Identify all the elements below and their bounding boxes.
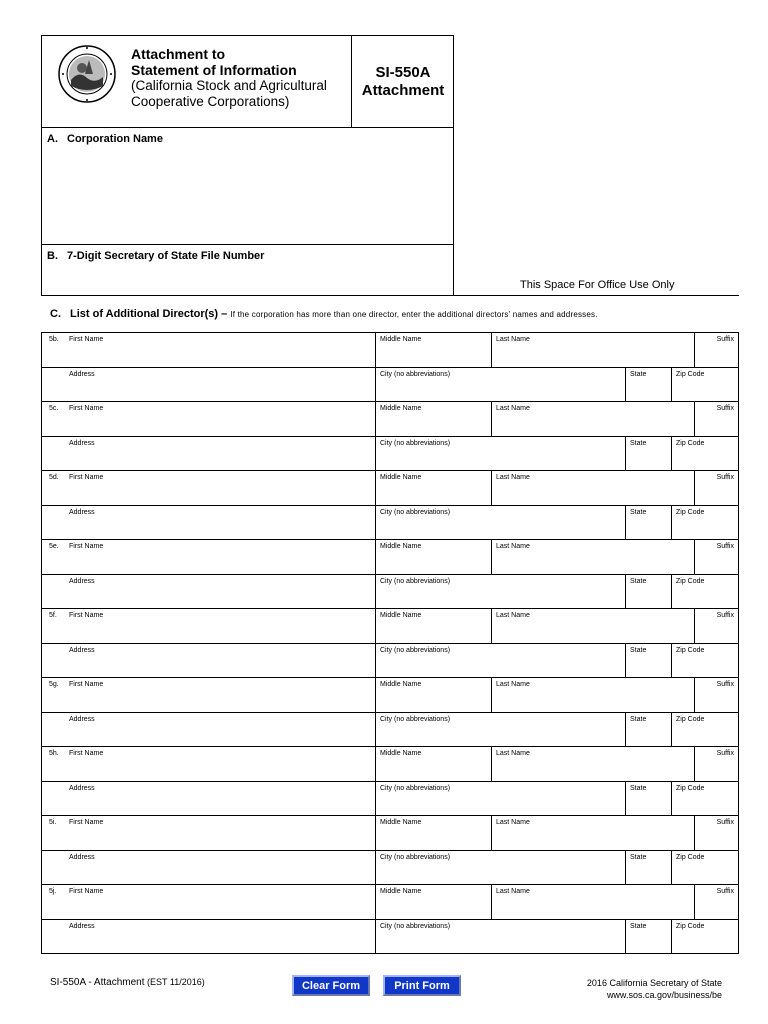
name-subrow <box>42 471 738 505</box>
state-label: State <box>630 440 647 447</box>
divider <box>42 244 454 245</box>
city-label: City (no abbreviations) <box>380 578 451 585</box>
section-b-label: 7-Digit Secretary of State File Number <box>67 250 265 262</box>
middle-name-field[interactable] <box>375 747 491 781</box>
section-c-heading <box>50 308 598 320</box>
city-label: City (no abbreviations) <box>380 923 451 930</box>
state-label: State <box>630 716 647 723</box>
suffix-field[interactable] <box>694 471 740 505</box>
file-number-field[interactable] <box>47 250 264 262</box>
section-a-label: Corporation Name <box>67 133 163 145</box>
city-label: City (no abbreviations) <box>380 785 451 792</box>
suffix-field[interactable] <box>694 816 740 850</box>
address-label: Address <box>69 923 95 930</box>
city-field[interactable] <box>375 713 625 747</box>
first-name-label: First Name <box>69 336 104 343</box>
zip-field[interactable] <box>671 713 740 747</box>
print-form-button[interactable]: Print Form <box>383 975 461 996</box>
middle-name-field[interactable] <box>375 885 491 919</box>
state-field[interactable] <box>625 368 671 402</box>
address-label: Address <box>69 785 95 792</box>
suffix-label: Suffix <box>716 681 734 688</box>
middle-name-label: Middle Name <box>380 336 422 343</box>
zip-field[interactable] <box>671 575 740 609</box>
address-field[interactable] <box>65 368 375 402</box>
name-subrow <box>42 678 738 712</box>
middle-name-label: Middle Name <box>380 612 422 619</box>
section-c-description: If the corporation has more than one director, enter the additional directors' names and addresses. <box>230 310 598 319</box>
city-label: City (no abbreviations) <box>380 854 451 861</box>
last-name-field[interactable] <box>491 540 694 574</box>
first-name-field[interactable] <box>65 609 375 643</box>
first-name-field[interactable] <box>65 816 375 850</box>
suffix-label: Suffix <box>716 612 734 619</box>
first-name-label: First Name <box>69 681 104 688</box>
city-field[interactable] <box>375 644 625 678</box>
first-name-label: First Name <box>69 543 104 550</box>
middle-name-field[interactable] <box>375 333 491 367</box>
zip-field[interactable] <box>671 782 740 816</box>
name-subrow <box>42 540 738 574</box>
form-id-sub: Attachment <box>361 81 445 99</box>
suffix-label: Suffix <box>716 888 734 895</box>
address-field[interactable] <box>65 713 375 747</box>
director-row <box>42 471 738 540</box>
suffix-field[interactable] <box>694 747 740 781</box>
middle-name-field[interactable] <box>375 609 491 643</box>
suffix-field[interactable] <box>694 540 740 574</box>
address-field[interactable] <box>65 851 375 885</box>
suffix-field[interactable] <box>694 885 740 919</box>
last-name-label: Last Name <box>496 612 530 619</box>
city-label: City (no abbreviations) <box>380 647 451 654</box>
edition: (EST 11/2016) <box>147 977 205 987</box>
director-row <box>42 402 738 471</box>
last-name-field[interactable] <box>491 333 694 367</box>
address-label: Address <box>69 440 95 447</box>
zip-label: Zip Code <box>676 509 705 516</box>
form-header <box>41 35 454 296</box>
first-name-field[interactable] <box>65 402 375 436</box>
state-field[interactable] <box>625 851 671 885</box>
first-name-field[interactable] <box>65 471 375 505</box>
form-id-cell <box>352 36 454 128</box>
last-name-label: Last Name <box>496 888 530 895</box>
director-row <box>42 540 738 609</box>
city-field[interactable] <box>375 437 625 471</box>
suffix-label: Suffix <box>716 819 734 826</box>
address-field[interactable] <box>65 782 375 816</box>
suffix-label: Suffix <box>716 474 734 481</box>
zip-label: Zip Code <box>676 854 705 861</box>
director-index: 5g. <box>49 681 59 688</box>
website: www.sos.ca.gov/business/be <box>606 990 722 1000</box>
first-name-field[interactable] <box>65 885 375 919</box>
city-label: City (no abbreviations) <box>380 440 451 447</box>
suffix-label: Suffix <box>716 405 734 412</box>
director-index: 5j. <box>49 888 57 895</box>
city-field[interactable] <box>375 851 625 885</box>
city-field[interactable] <box>375 506 625 540</box>
section-c-letter: C. <box>50 308 61 320</box>
suffix-field[interactable] <box>694 402 740 436</box>
name-subrow <box>42 816 738 850</box>
state-label: State <box>630 371 647 378</box>
section-a-letter: A. <box>47 133 58 145</box>
name-subrow <box>42 747 738 781</box>
first-name-field[interactable] <box>65 333 375 367</box>
last-name-field[interactable] <box>491 471 694 505</box>
address-field[interactable] <box>65 644 375 678</box>
zip-field[interactable] <box>671 437 740 471</box>
name-subrow <box>42 333 738 367</box>
suffix-field[interactable] <box>694 609 740 643</box>
state-field[interactable] <box>625 782 671 816</box>
address-label: Address <box>69 578 95 585</box>
middle-name-label: Middle Name <box>380 474 422 481</box>
form-id: SI-550A <box>375 63 431 81</box>
address-subrow <box>42 850 738 885</box>
last-name-label: Last Name <box>496 474 530 481</box>
zip-field[interactable] <box>671 920 740 954</box>
last-name-label: Last Name <box>496 681 530 688</box>
director-index: 5c. <box>49 405 59 412</box>
director-index: 5b. <box>49 336 59 343</box>
zip-label: Zip Code <box>676 440 705 447</box>
first-name-label: First Name <box>69 750 104 757</box>
copyright: 2016 California Secretary of State <box>586 978 722 988</box>
form-subtitle-line2: Cooperative Corporations) <box>131 94 290 109</box>
first-name-label: First Name <box>69 474 104 481</box>
last-name-field[interactable] <box>491 678 694 712</box>
director-row <box>42 885 738 954</box>
name-subrow <box>42 609 738 643</box>
city-label: City (no abbreviations) <box>380 716 451 723</box>
last-name-label: Last Name <box>496 543 530 550</box>
form-title-line2: Statement of Information <box>131 62 297 78</box>
address-subrow <box>42 643 738 678</box>
address-label: Address <box>69 854 95 861</box>
director-row <box>42 333 738 402</box>
address-subrow <box>42 781 738 816</box>
suffix-label: Suffix <box>716 543 734 550</box>
address-subrow <box>42 574 738 609</box>
office-use-line <box>454 295 739 296</box>
last-name-field[interactable] <box>491 816 694 850</box>
state-field[interactable] <box>625 644 671 678</box>
middle-name-label: Middle Name <box>380 405 422 412</box>
address-label: Address <box>69 647 95 654</box>
director-row <box>42 816 738 885</box>
address-subrow <box>42 367 738 402</box>
director-index: 5e. <box>49 543 59 550</box>
city-label: City (no abbreviations) <box>380 371 451 378</box>
first-name-field[interactable] <box>65 747 375 781</box>
last-name-field[interactable] <box>491 402 694 436</box>
zip-field[interactable] <box>671 851 740 885</box>
first-name-field[interactable] <box>65 540 375 574</box>
suffix-label: Suffix <box>716 336 734 343</box>
footer-credits <box>587 977 722 1001</box>
state-field[interactable] <box>625 437 671 471</box>
address-field[interactable] <box>65 506 375 540</box>
suffix-label: Suffix <box>716 750 734 757</box>
last-name-label: Last Name <box>496 819 530 826</box>
address-label: Address <box>69 716 95 723</box>
director-index: 5i. <box>49 819 57 826</box>
title-cell <box>42 36 352 128</box>
suffix-field[interactable] <box>694 678 740 712</box>
last-name-field[interactable] <box>491 885 694 919</box>
state-label: State <box>630 509 647 516</box>
address-field[interactable] <box>65 920 375 954</box>
form-subtitle-line1: (California Stock and Agricultural <box>131 78 327 93</box>
address-subrow <box>42 505 738 540</box>
name-subrow <box>42 885 738 919</box>
zip-label: Zip Code <box>676 923 705 930</box>
first-name-label: First Name <box>69 612 104 619</box>
office-use-label: This Space For Office Use Only <box>520 279 675 291</box>
city-field[interactable] <box>375 368 625 402</box>
last-name-label: Last Name <box>496 750 530 757</box>
city-field[interactable] <box>375 782 625 816</box>
zip-label: Zip Code <box>676 785 705 792</box>
state-field[interactable] <box>625 713 671 747</box>
last-name-field[interactable] <box>491 747 694 781</box>
state-field[interactable] <box>625 920 671 954</box>
state-field[interactable] <box>625 506 671 540</box>
middle-name-label: Middle Name <box>380 543 422 550</box>
last-name-label: Last Name <box>496 405 530 412</box>
middle-name-field[interactable] <box>375 540 491 574</box>
last-name-field[interactable] <box>491 609 694 643</box>
first-name-label: First Name <box>69 888 104 895</box>
city-field[interactable] <box>375 920 625 954</box>
zip-field[interactable] <box>671 368 740 402</box>
name-subrow <box>42 402 738 436</box>
zip-label: Zip Code <box>676 371 705 378</box>
middle-name-label: Middle Name <box>380 819 422 826</box>
middle-name-label: Middle Name <box>380 888 422 895</box>
zip-field[interactable] <box>671 644 740 678</box>
middle-name-field[interactable] <box>375 402 491 436</box>
middle-name-label: Middle Name <box>380 681 422 688</box>
first-name-field[interactable] <box>65 678 375 712</box>
state-label: State <box>630 854 647 861</box>
address-field[interactable] <box>65 575 375 609</box>
zip-label: Zip Code <box>676 578 705 585</box>
middle-name-field[interactable] <box>375 471 491 505</box>
corporation-name-field[interactable] <box>47 133 163 145</box>
zip-label: Zip Code <box>676 716 705 723</box>
middle-name-field[interactable] <box>375 678 491 712</box>
address-subrow <box>42 919 738 954</box>
director-row <box>42 678 738 747</box>
director-index: 5f. <box>49 612 57 619</box>
state-field[interactable] <box>625 575 671 609</box>
section-b-letter: B. <box>47 250 58 262</box>
state-label: State <box>630 785 647 792</box>
last-name-label: Last Name <box>496 336 530 343</box>
suffix-field[interactable] <box>694 333 740 367</box>
form-title-line1: Attachment to <box>131 46 226 62</box>
state-label: State <box>630 578 647 585</box>
address-field[interactable] <box>65 437 375 471</box>
california-seal-icon <box>57 44 117 104</box>
form-code: SI-550A - Attachment <box>50 977 145 988</box>
address-label: Address <box>69 509 95 516</box>
first-name-label: First Name <box>69 405 104 412</box>
state-label: State <box>630 923 647 930</box>
first-name-label: First Name <box>69 819 104 826</box>
director-index: 5h. <box>49 750 59 757</box>
city-label: City (no abbreviations) <box>380 509 451 516</box>
address-subrow <box>42 712 738 747</box>
middle-name-field[interactable] <box>375 816 491 850</box>
zip-label: Zip Code <box>676 647 705 654</box>
middle-name-label: Middle Name <box>380 750 422 757</box>
footer-form-code <box>50 977 205 988</box>
director-index: 5d. <box>49 474 59 481</box>
city-field[interactable] <box>375 575 625 609</box>
section-c-label: List of Additional Director(s) – <box>70 308 228 320</box>
directors-table <box>41 332 739 954</box>
address-label: Address <box>69 371 95 378</box>
zip-field[interactable] <box>671 506 740 540</box>
state-label: State <box>630 647 647 654</box>
clear-form-button[interactable]: Clear Form <box>292 975 370 996</box>
address-subrow <box>42 436 738 471</box>
director-row <box>42 609 738 678</box>
director-row <box>42 747 738 816</box>
